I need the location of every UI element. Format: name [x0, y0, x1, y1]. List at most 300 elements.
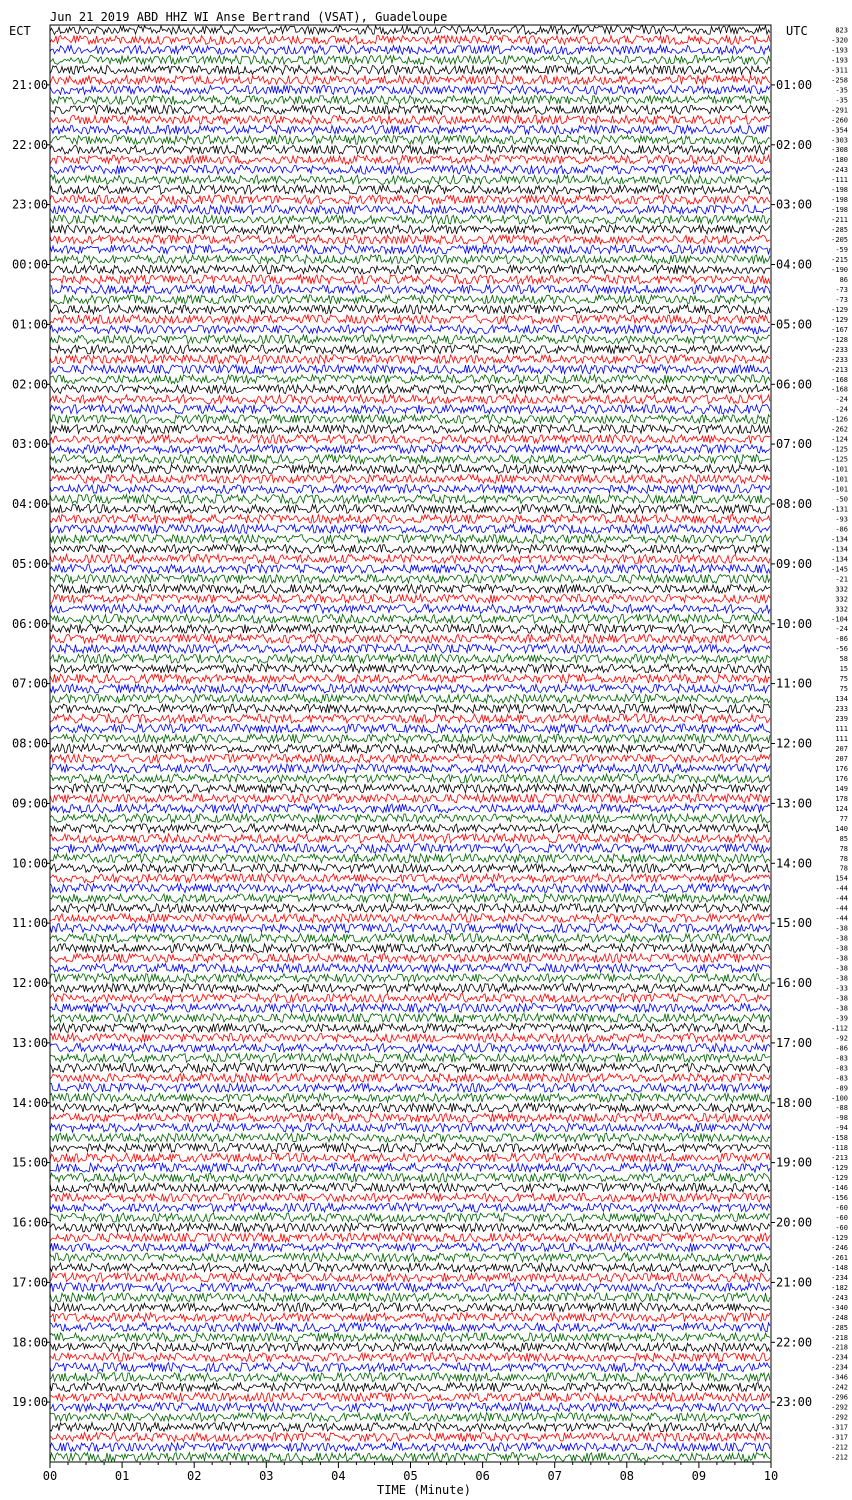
trace-offset-label: -248: [831, 1313, 848, 1322]
left-hour-label: 11:00: [12, 916, 49, 931]
trace-offset-label: -128: [831, 335, 848, 344]
trace-offset-label: -212: [831, 1443, 848, 1452]
trace-row-23: [50, 255, 770, 264]
trace-row-94: [50, 964, 770, 973]
trace-row-130: [50, 1323, 770, 1332]
trace-row-75: [50, 774, 770, 783]
right-hour-label: 06:00: [776, 377, 813, 392]
left-hour-label: 09:00: [12, 796, 49, 811]
x-tick-label: 07: [547, 1469, 562, 1483]
right-hour-label: 14:00: [776, 856, 813, 871]
trace-offset-label: 134: [835, 695, 848, 704]
left-hour-label: 18:00: [12, 1335, 49, 1350]
trace-row-89: [50, 914, 770, 923]
x-axis-label: TIME (Minute): [377, 1483, 471, 1497]
trace-offset-label: -44: [835, 904, 848, 913]
trace-offset-label: 239: [835, 715, 848, 724]
trace-offset-label: -86: [835, 635, 848, 644]
trace-row-7: [50, 95, 770, 104]
trace-offset-label: -60: [835, 1214, 848, 1222]
trace-row-108: [50, 1103, 770, 1112]
trace-row-30: [50, 325, 770, 334]
right-hour-label: 11:00: [776, 676, 813, 691]
trace-row-29: [50, 315, 770, 324]
trace-offset-label: -92: [835, 1034, 848, 1043]
trace-row-137: [50, 1393, 770, 1402]
trace-row-73: [50, 754, 770, 763]
trace-row-123: [50, 1253, 770, 1262]
trace-row-1: [50, 36, 770, 45]
trace-row-126: [50, 1283, 770, 1292]
trace-row-127: [50, 1293, 770, 1302]
trace-row-72: [50, 744, 770, 753]
trace-offset-label: -146: [831, 1184, 848, 1193]
trace-offset-label: -101: [831, 465, 848, 474]
x-tick-label: 02: [186, 1469, 202, 1483]
trace-row-34: [50, 365, 770, 374]
trace-row-31: [50, 335, 770, 344]
trace-offset-label: -134: [831, 535, 848, 544]
trace-offset-label: -243: [831, 166, 848, 175]
x-tick-label: 10: [763, 1469, 779, 1483]
trace-offset-label: -168: [831, 375, 848, 384]
trace-row-99: [50, 1013, 770, 1022]
trace-row-22: [50, 245, 770, 254]
trace-row-68: [50, 704, 770, 713]
trace-row-87: [50, 894, 770, 903]
trace-offset-label: -243: [831, 1293, 848, 1302]
trace-row-17: [50, 195, 770, 204]
trace-row-64: [50, 664, 770, 673]
trace-offset-label: -88: [835, 1104, 848, 1113]
right-hour-label: 17:00: [776, 1035, 813, 1050]
trace-row-82: [50, 844, 770, 853]
trace-offset-label: 85: [839, 834, 848, 843]
trace-offset-label: -38: [835, 994, 848, 1003]
trace-offset-label: -38: [835, 964, 848, 973]
trace-offset-label: -56: [835, 645, 848, 654]
trace-offset-label: -308: [831, 146, 848, 155]
trace-offset-label: -182: [831, 1283, 848, 1292]
trace-offset-label: -83: [835, 1074, 848, 1083]
trace-row-97: [50, 994, 770, 1003]
trace-offset-label: -44: [835, 884, 848, 893]
trace-row-86: [50, 884, 770, 893]
x-tick-label: 03: [259, 1469, 274, 1483]
trace-row-138: [50, 1403, 770, 1412]
trace-offset-label: 207: [835, 755, 848, 763]
trace-row-24: [50, 265, 770, 274]
trace-offset-label: 78: [839, 864, 848, 873]
trace-offset-label: -168: [831, 385, 848, 394]
trace-offset-label: 124: [835, 804, 848, 813]
trace-offset-label: -234: [831, 1363, 848, 1372]
trace-offset-label: 77: [839, 814, 848, 823]
left-hour-label: 02:00: [12, 377, 49, 392]
trace-offset-label: -118: [831, 1144, 848, 1153]
trace-offset-label: -311: [831, 66, 848, 75]
trace-offset-label: 78: [839, 854, 848, 863]
trace-offset-label: -83: [835, 1054, 848, 1063]
trace-offset-label: -242: [831, 1383, 848, 1392]
left-hour-label: 10:00: [12, 856, 49, 871]
trace-row-50: [50, 525, 770, 534]
trace-row-79: [50, 814, 770, 823]
trace-row-124: [50, 1263, 770, 1272]
trace-row-77: [50, 794, 770, 803]
trace-offset-label: -101: [831, 475, 848, 484]
trace-offset-label: 15: [839, 665, 848, 674]
trace-row-132: [50, 1343, 770, 1352]
trace-offset-label: -111: [831, 176, 848, 185]
trace-row-70: [50, 724, 770, 733]
trace-offset-label: -234: [831, 1273, 848, 1282]
trace-row-32: [50, 345, 770, 354]
trace-offset-label: -292: [831, 1413, 848, 1422]
trace-row-52: [50, 545, 770, 554]
chart-title: Jun 21 2019 ABD HHZ WI Anse Bertrand (VSAT), Guadeloupe: [50, 10, 448, 24]
trace-row-78: [50, 804, 770, 813]
trace-offset-label: -50: [835, 495, 848, 504]
trace-row-121: [50, 1233, 770, 1242]
trace-offset-label: -261: [831, 1253, 848, 1262]
left-timezone-label: ECT: [9, 24, 31, 38]
trace-offset-label: -303: [831, 136, 848, 145]
right-hour-label: 10:00: [776, 616, 813, 631]
right-hour-label: 05:00: [776, 317, 813, 332]
trace-offset-label: -346: [831, 1373, 848, 1382]
trace-row-56: [50, 584, 770, 593]
trace-offset-label: -198: [831, 196, 848, 205]
trace-row-142: [50, 1443, 770, 1452]
right-hour-label: 03:00: [776, 197, 813, 212]
trace-offset-label: -134: [831, 555, 848, 564]
trace-offset-label: -198: [831, 186, 848, 195]
trace-offset-label: -190: [831, 266, 848, 274]
trace-row-128: [50, 1303, 770, 1312]
trace-row-48: [50, 505, 770, 514]
trace-row-10: [50, 125, 770, 134]
trace-row-2: [50, 46, 770, 55]
left-hour-labels: [12, 78, 50, 1409]
trace-offset-label: -193: [831, 56, 848, 65]
trace-row-139: [50, 1413, 770, 1422]
trace-row-100: [50, 1023, 770, 1032]
left-hour-label: 07:00: [12, 676, 49, 691]
trace-row-104: [50, 1063, 770, 1072]
trace-row-143: [50, 1453, 770, 1462]
left-hour-label: 13:00: [12, 1035, 49, 1050]
trace-row-60: [50, 624, 770, 633]
trace-row-95: [50, 974, 770, 983]
right-hour-label: 21:00: [776, 1275, 813, 1290]
trace-offset-label: -101: [831, 485, 848, 494]
trace-offset-label: -291: [831, 106, 848, 115]
left-hour-label: 16:00: [12, 1215, 49, 1230]
trace-offset-label: -292: [831, 1403, 848, 1412]
left-hour-label: 23:00: [12, 197, 49, 212]
right-hour-label: 07:00: [776, 437, 813, 452]
trace-offset-label: -129: [831, 305, 848, 314]
trace-row-140: [50, 1423, 770, 1432]
trace-row-26: [50, 285, 770, 294]
trace-offset-label: 149: [835, 784, 848, 793]
left-hour-label: 06:00: [12, 616, 49, 631]
left-hour-label: 14:00: [12, 1095, 49, 1110]
trace-offset-label: 75: [839, 675, 848, 684]
x-tick-label: 00: [42, 1469, 58, 1483]
x-tick-label: 01: [114, 1469, 130, 1483]
trace-offset-label: 332: [835, 605, 848, 614]
right-hour-label: 19:00: [776, 1155, 813, 1170]
left-hour-label: 05:00: [12, 556, 49, 571]
trace-row-11: [50, 135, 770, 144]
trace-offset-label: -93: [835, 515, 848, 524]
trace-row-45: [50, 475, 770, 484]
trace-row-67: [50, 694, 770, 703]
trace-row-41: [50, 435, 770, 444]
trace-offset-label: -125: [831, 455, 848, 464]
trace-offset-label: -39: [835, 1014, 848, 1023]
trace-row-37: [50, 395, 770, 404]
trace-offset-label: -258: [831, 76, 848, 85]
trace-offset-label: 86: [839, 276, 848, 284]
trace-offset-label: -148: [831, 1263, 848, 1272]
trace-row-141: [50, 1433, 770, 1442]
right-hour-label: 15:00: [776, 916, 813, 931]
trace-row-101: [50, 1033, 770, 1042]
trace-offset-label: 178: [835, 794, 848, 803]
right-hour-label: 12:00: [776, 736, 813, 751]
trace-row-51: [50, 535, 770, 544]
left-hour-label: 22:00: [12, 137, 49, 152]
trace-row-96: [50, 984, 770, 993]
trace-offset-label: -73: [835, 295, 848, 304]
trace-offset-label: -35: [835, 86, 848, 95]
trace-row-109: [50, 1113, 770, 1122]
trace-row-65: [50, 674, 770, 683]
right-hour-label: 18:00: [776, 1095, 813, 1110]
trace-row-63: [50, 654, 770, 663]
trace-offset-label: -145: [831, 565, 848, 574]
trace-offset-label: -212: [831, 1453, 848, 1462]
trace-row-5: [50, 75, 770, 84]
trace-row-129: [50, 1313, 770, 1322]
trace-offset-label: -21: [835, 575, 848, 584]
trace-offset-label: 823: [835, 26, 848, 35]
right-hour-label: 01:00: [776, 77, 813, 92]
left-hour-label: 00:00: [12, 257, 49, 272]
trace-offset-label: -246: [831, 1243, 848, 1252]
trace-offset-label: -285: [831, 226, 848, 235]
trace-offset-label: -218: [831, 1343, 848, 1352]
trace-row-71: [50, 734, 770, 743]
trace-offset-label: -126: [831, 415, 848, 424]
trace-offset-label: -98: [835, 1114, 848, 1123]
trace-row-14: [50, 165, 770, 174]
trace-row-92: [50, 944, 770, 953]
trace-row-25: [50, 275, 770, 284]
trace-row-113: [50, 1153, 770, 1162]
trace-row-98: [50, 1004, 770, 1013]
trace-offset-label: -129: [831, 1174, 848, 1183]
trace-offset-label: 78: [839, 844, 848, 853]
trace-offset-label: -213: [831, 1154, 848, 1163]
trace-offset-label: 332: [835, 585, 848, 594]
trace-offset-label: -134: [831, 545, 848, 554]
trace-row-20: [50, 225, 770, 234]
trace-offset-label: -198: [831, 206, 848, 215]
trace-offset-label: -24: [835, 405, 848, 414]
trace-row-38: [50, 405, 770, 414]
trace-row-76: [50, 784, 770, 793]
trace-row-74: [50, 764, 770, 773]
trace-row-115: [50, 1173, 770, 1182]
trace-offset-label: -233: [831, 355, 848, 364]
trace-offset-label: -193: [831, 46, 848, 55]
trace-row-135: [50, 1373, 770, 1382]
trace-offset-label: -86: [835, 1044, 848, 1053]
trace-row-43: [50, 455, 770, 464]
trace-offset-labels: [831, 27, 848, 1462]
trace-offset-label: -44: [835, 894, 848, 903]
trace-offset-label: -129: [831, 1234, 848, 1242]
trace-offset-label: -213: [831, 365, 848, 374]
trace-row-49: [50, 515, 770, 524]
trace-offset-label: -60: [835, 1204, 848, 1212]
trace-offset-label: -211: [831, 216, 848, 225]
trace-row-131: [50, 1333, 770, 1342]
trace-offset-label: 176: [835, 774, 848, 783]
trace-row-19: [50, 215, 770, 224]
trace-row-114: [50, 1163, 770, 1172]
trace-offset-label: -100: [831, 1094, 848, 1103]
trace-offset-label: -129: [831, 1164, 848, 1173]
trace-row-58: [50, 604, 770, 613]
trace-row-18: [50, 205, 770, 214]
trace-offset-label: -180: [831, 156, 848, 165]
trace-row-90: [50, 924, 770, 933]
trace-offset-label: -38: [835, 944, 848, 953]
left-hour-label: 19:00: [12, 1395, 49, 1410]
left-hour-label: 08:00: [12, 736, 49, 751]
trace-row-4: [50, 65, 770, 74]
trace-row-33: [50, 355, 770, 364]
trace-offset-label: -33: [835, 984, 848, 993]
trace-offset-label: 332: [835, 595, 848, 604]
x-tick-label: 09: [691, 1469, 707, 1483]
trace-offset-label: 233: [835, 705, 848, 714]
trace-row-122: [50, 1243, 770, 1252]
trace-offset-label: -285: [831, 1323, 848, 1332]
trace-row-81: [50, 834, 770, 843]
right-hour-label: 02:00: [776, 137, 813, 152]
trace-row-46: [50, 485, 770, 494]
trace-row-105: [50, 1073, 770, 1082]
right-hour-label: 08:00: [776, 497, 813, 511]
trace-row-106: [50, 1083, 770, 1092]
trace-offset-label: -125: [831, 445, 848, 454]
trace-row-117: [50, 1193, 770, 1202]
trace-offset-label: -38: [835, 924, 848, 933]
trace-row-16: [50, 185, 770, 194]
trace-row-15: [50, 175, 770, 184]
left-hour-label: 15:00: [12, 1155, 49, 1170]
trace-row-8: [50, 105, 770, 114]
trace-row-133: [50, 1353, 770, 1362]
trace-offset-label: -44: [835, 914, 848, 923]
trace-row-66: [50, 684, 770, 693]
x-tick-label: 08: [619, 1469, 635, 1483]
trace-row-93: [50, 954, 770, 963]
trace-row-40: [50, 425, 770, 434]
right-hour-label: 20:00: [776, 1215, 813, 1230]
trace-row-119: [50, 1213, 770, 1222]
trace-offset-label: -317: [831, 1433, 848, 1442]
right-hour-label: 09:00: [776, 556, 813, 571]
trace-offset-label: -83: [835, 1064, 848, 1073]
trace-offset-label: -158: [831, 1134, 848, 1143]
left-hour-label: 03:00: [12, 437, 49, 452]
trace-offset-label: 140: [835, 824, 848, 833]
trace-offset-label: -24: [835, 395, 848, 404]
right-hour-label: 04:00: [776, 257, 813, 272]
trace-offset-label: 176: [835, 764, 848, 773]
trace-row-27: [50, 295, 770, 304]
trace-row-83: [50, 854, 770, 863]
trace-offset-label: -112: [831, 1024, 848, 1033]
trace-offset-label: -94: [835, 1124, 848, 1133]
trace-offset-label: -205: [831, 236, 848, 245]
trace-offset-label: -59: [835, 246, 848, 254]
trace-offset-label: -129: [831, 315, 848, 324]
trace-offset-label: -156: [831, 1194, 848, 1203]
trace-offset-label: 154: [835, 874, 848, 883]
trace-offset-label: -38: [835, 954, 848, 963]
trace-row-53: [50, 554, 770, 563]
trace-row-62: [50, 644, 770, 653]
trace-row-91: [50, 934, 770, 943]
trace-row-103: [50, 1053, 770, 1062]
trace-offset-label: -260: [831, 116, 848, 125]
trace-offset-label: -233: [831, 345, 848, 354]
trace-offset-label: 58: [839, 655, 848, 664]
trace-offset-label: -38: [835, 974, 848, 983]
right-timezone-label: UTC: [786, 24, 808, 38]
trace-row-61: [50, 634, 770, 643]
trace-row-69: [50, 714, 770, 723]
trace-row-36: [50, 385, 770, 394]
trace-row-54: [50, 564, 770, 573]
trace-offset-label: 111: [835, 735, 848, 743]
trace-row-116: [50, 1183, 770, 1192]
seismic-traces: [50, 26, 770, 1462]
trace-row-110: [50, 1123, 770, 1132]
trace-row-59: [50, 614, 770, 623]
trace-offset-label: -215: [831, 256, 848, 264]
trace-row-57: [50, 594, 770, 603]
trace-row-3: [50, 56, 770, 65]
trace-offset-label: -317: [831, 1423, 848, 1432]
trace-row-44: [50, 465, 770, 474]
x-tick-label: 05: [403, 1469, 418, 1483]
trace-row-80: [50, 824, 770, 833]
trace-row-85: [50, 874, 770, 883]
x-axis: [43, 1462, 778, 1483]
trace-offset-label: -320: [831, 36, 848, 45]
trace-row-55: [50, 574, 770, 583]
trace-row-112: [50, 1143, 770, 1152]
